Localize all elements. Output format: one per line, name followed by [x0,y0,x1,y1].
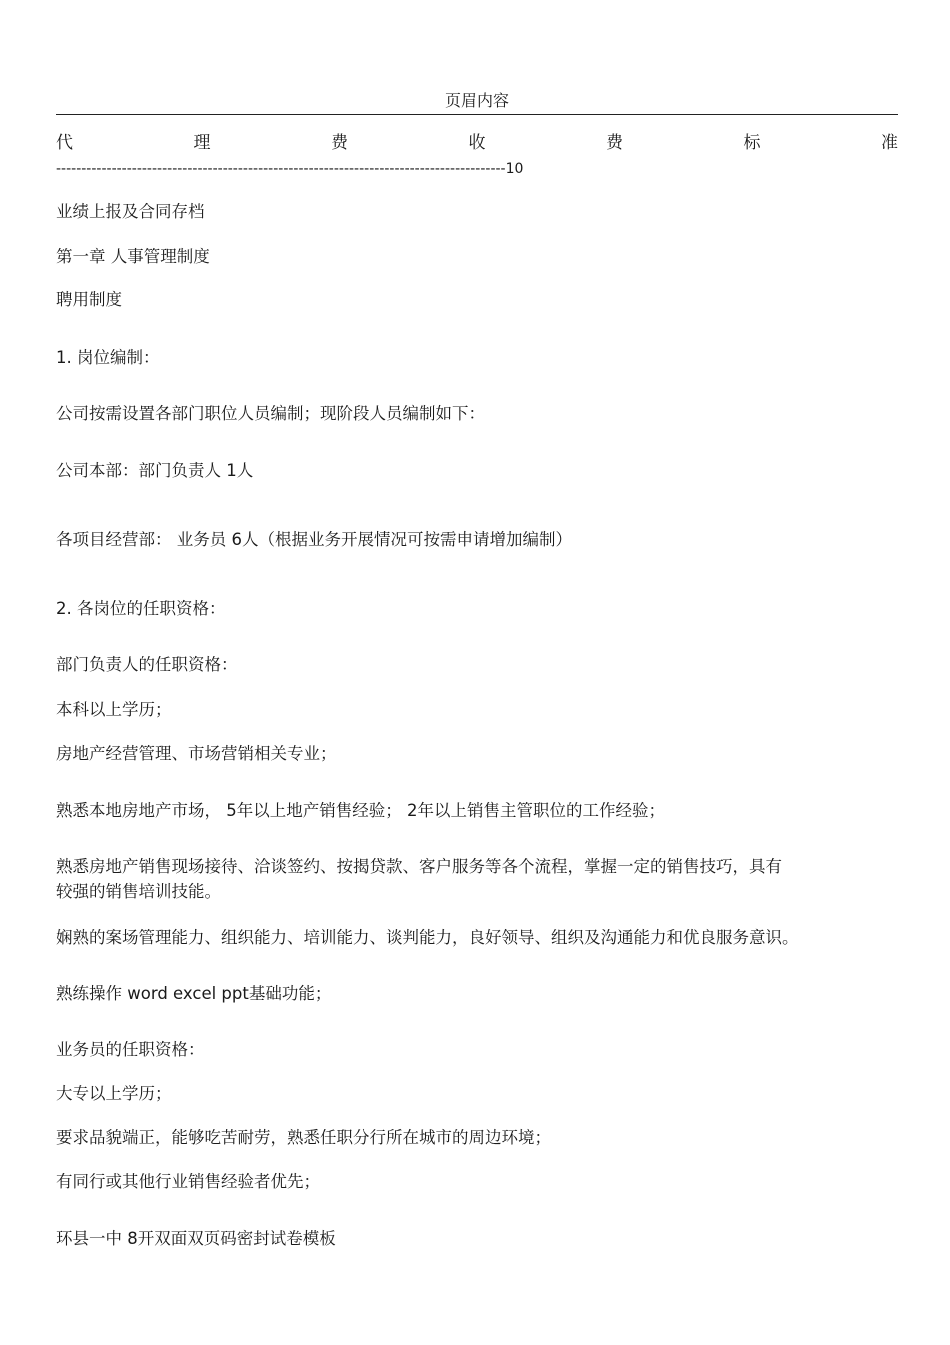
toc-title-char: 理 [193,133,211,153]
requirement-preference: 有同行或其他行业销售经验者优先； [56,1172,320,1191]
text-line-performance: 业绩上报及合同存档 [56,202,205,221]
footer-text: 环县一中 8开双面双页码密封试卷模板 [56,1229,336,1248]
paragraph-staffing: 公司按需设置各部门职位人员编制；现阶段人员编制如下： [56,404,485,423]
subheading-manager-qualifications: 部门负责人的任职资格： [56,655,238,674]
requirement-process-line-1: 熟悉房地产销售现场接待、洽谈签约、按揭贷款、客户服务等各个流程，掌握一定的销售技巧，具有 [56,857,782,876]
requirement-major: 房地产经营管理、市场营销相关专业； [56,744,337,763]
requirement-education: 本科以上学历； [56,700,172,719]
section-title-hiring: 聘用制度 [56,290,122,309]
toc-leader-page-number: -----------------------------------------------------------------------------------------10 [56,161,524,177]
toc-title-char: 费 [331,133,348,153]
toc-title-char: 收 [468,133,486,153]
toc-title-char: 费 [606,133,623,153]
requirement-appearance: 要求品貌端正，能够吃苦耐劳，熟悉任职分行所在城市的周边环境； [56,1128,551,1147]
requirement-management: 娴熟的案场管理能力、组织能力、培训能力、谈判能力，良好领导、组织及沟通能力和优良服务意识。 [56,928,799,947]
toc-title-char: 准 [881,133,898,153]
requirement-experience: 熟悉本地房地产市场， 5年以上地产销售经验； 2年以上销售主管职位的工作经验； [56,801,665,820]
toc-entry-title [56,132,898,154]
subheading-salesperson-qualifications: 业务员的任职资格： [56,1040,205,1059]
page-header-text: 页眉内容 [444,91,509,110]
item-heading-positions: 1. 岗位编制： [56,348,160,367]
paragraph-project-dept: 各项目经营部： 业务员 6人（根据业务开展情况可按需申请增加编制） [56,530,572,549]
toc-title-char: 代 [56,133,73,153]
item-heading-qualifications: 2. 各岗位的任职资格： [56,599,226,618]
toc-title-char: 标 [743,133,761,153]
page-header [56,90,898,115]
requirement-process-line-2: 较强的销售培训技能。 [56,882,221,901]
chapter-title: 第一章 人事管理制度 [56,247,210,266]
paragraph-headquarters: 公司本部：部门负责人 1人 [56,461,254,480]
requirement-college: 大专以上学历； [56,1084,172,1103]
requirement-office-software: 熟练操作 word excel ppt基础功能； [56,984,332,1003]
